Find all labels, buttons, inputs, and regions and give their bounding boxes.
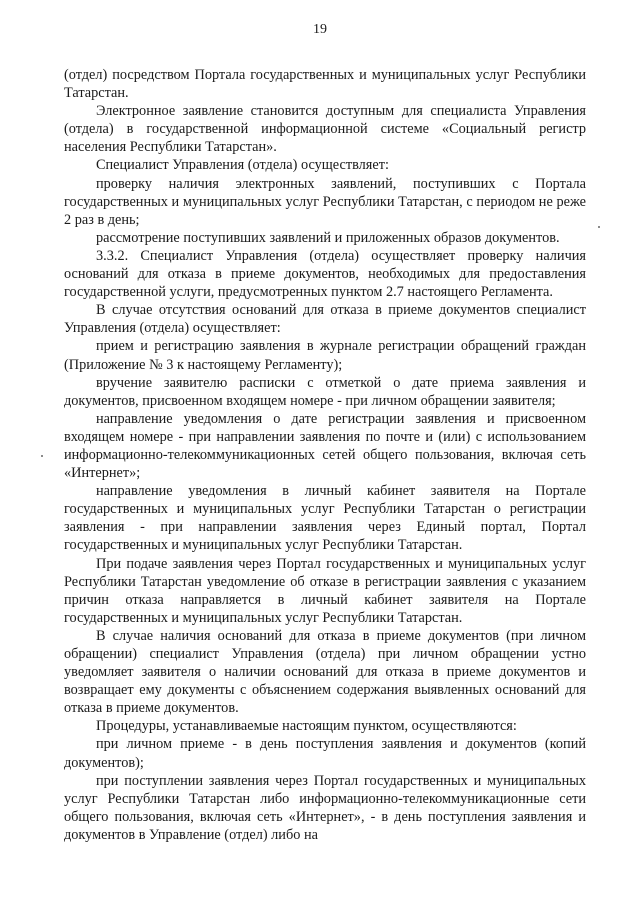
document-body xyxy=(64,66,586,844)
paragraph: В случае наличия оснований для отказа в приеме документов (при личном обращении) специалист Управления (отдела) при личном обращении устно уведомляет заявителя о наличии оснований для отказа в приеме документов и возвращает ему документы с объяснением содержания выявленных оснований для отказа в приеме документов. xyxy=(64,627,586,717)
paragraph: при личном приеме - в день поступления заявления и документов (копий документов); xyxy=(64,736,586,771)
paragraph: В случае отсутствия оснований для отказа в приеме документов специалист Управления (отдела) осуществляет: xyxy=(64,302,586,337)
paragraph: 3.3.2. Специалист Управления (отдела) осуществляет проверку наличия оснований для отказа в приеме документов, необходимых для предоставления государственной услуги, предусмотренных пунктом 2.7 настоящего Регламента. xyxy=(64,247,586,301)
scan-speck xyxy=(41,455,43,457)
paragraph: рассмотрение поступивших заявлений и приложенных образов документов. xyxy=(96,229,560,246)
paragraph: Специалист Управления (отдела) осуществляет: xyxy=(96,157,389,174)
paragraph: (отдел) посредством Портала государственных и муниципальных услуг Республики Татарстан. xyxy=(64,67,586,102)
scan-speck xyxy=(598,226,600,228)
paragraph: направление уведомления в личный кабинет заявителя на Портале государственных и муниципальных услуг Республики Татарстан о регистрации заявления - при направлении заявления через Единый портал, Портал государственных и муниципальных услуг Республики Татарстан. xyxy=(64,483,586,554)
paragraph: При подаче заявления через Портал государственных и муниципальных услуг Республики Татарстан уведомление об отказе в регистрации заявления с указанием причин отказа направляется в личный кабинет заявителя на Портале государственных и муниципальных услуг Республики Татарстан. xyxy=(64,555,586,626)
paragraph: Электронное заявление становится доступным для специалиста Управления (отдела) в государственной информационной системе «Социальный регистр населения Республики Татарстан». xyxy=(64,103,586,156)
paragraph: направление уведомления о дате регистрации заявления и присвоенном входящем номере - при направлении заявления по почте и (или) с использованием информационно-телекоммуникационных сетей общего пользования, включая сеть «Интернет»; xyxy=(64,410,586,482)
paragraph: вручение заявителю расписки с отметкой о дате приема заявления и документов, присвоенном входящем номере - при личном обращении заявителя; xyxy=(64,374,586,409)
paragraph: проверку наличия электронных заявлений, поступивших с Портала государственных и муниципальных услуг Республики Татарстан, с периодом не реже 2 раз в день; xyxy=(64,175,586,228)
paragraph: при поступлении заявления через Портал государственных и муниципальных услуг Республики Татарстан либо информационно-телекоммуникационные сети общего пользования, включая сеть «Интернет», - в день поступления заявления и документов в Управление (отдел) либо на xyxy=(64,772,586,843)
paragraph: Процедуры, устанавливаемые настоящим пунктом, осуществляются: xyxy=(96,718,517,735)
paragraph: прием и регистрацию заявления в журнале регистрации обращений граждан (Приложение № 3 к настоящему Регламенту); xyxy=(64,338,586,373)
page-number: 19 xyxy=(313,22,327,37)
